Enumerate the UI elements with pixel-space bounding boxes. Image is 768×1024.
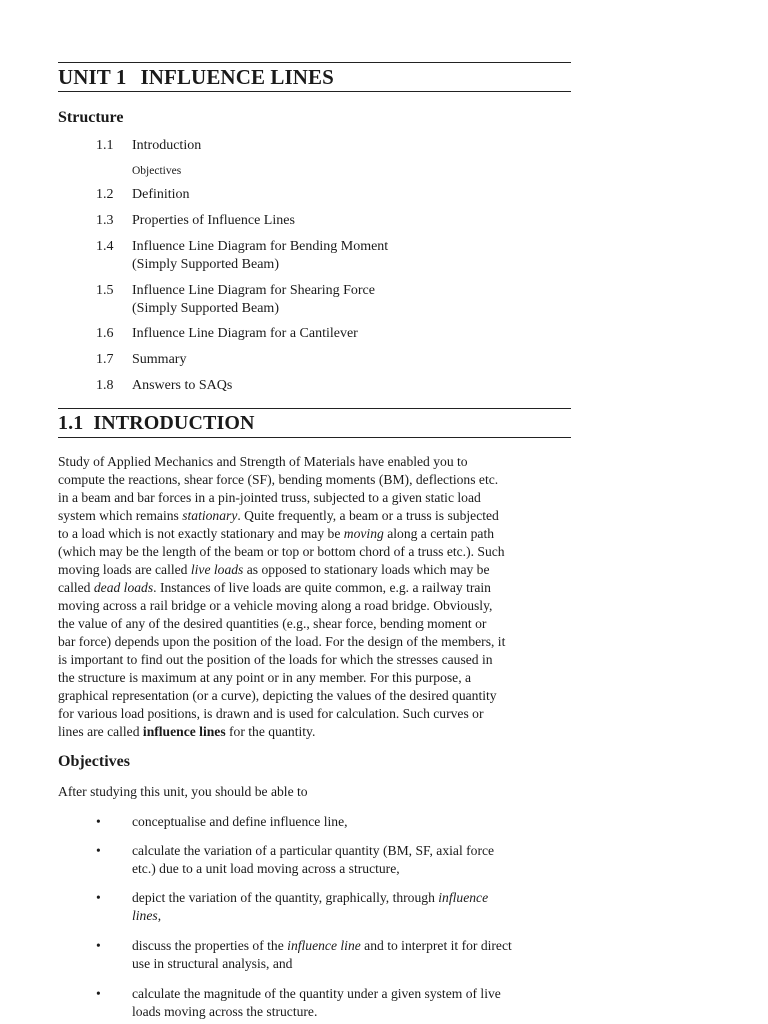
- intro-number: 1.1: [58, 412, 84, 434]
- paragraph-line: for various load positions, is drawn and is used for calculation. Such curves or: [58, 706, 484, 721]
- toc-item-number: 1.1: [96, 138, 114, 153]
- objectives-lead: [58, 783, 571, 801]
- intro-top-rule: [58, 408, 571, 409]
- intro-title: INTRODUCTION: [93, 412, 255, 434]
- paragraph-line: lines are called influence lines for the quantity.: [58, 724, 316, 739]
- intro-bottom-rule: [58, 437, 571, 438]
- structure-heading: Structure: [58, 109, 124, 126]
- toc-item-label: Influence Line Diagram for Bending Moment (Simply Supported Beam): [132, 239, 389, 272]
- toc-item-label: Influence Line Diagram for Shearing Force (Simply Supported Beam): [132, 283, 375, 316]
- toc-item-number: 1.5: [96, 283, 114, 298]
- paragraph-line: compute the reactions, shear force (SF), bending moments (BM), deflections etc.: [58, 472, 499, 487]
- toc-item-label: Summary: [132, 352, 187, 367]
- paragraph-line: moving loads are called live loads as opposed to stationary loads which may be: [58, 562, 490, 577]
- paragraph-line: bar force) depends upon the position of the load. For the design of the members, it: [58, 634, 506, 649]
- bullet-icon: •: [96, 938, 101, 953]
- paragraph-line: system which remains stationary. Quite frequently, a beam or a truss is subjected: [58, 508, 499, 523]
- bullet-icon: •: [96, 890, 101, 905]
- top-rule: [58, 62, 571, 63]
- toc-item-label: Objectives: [132, 165, 182, 177]
- paragraph-line: called dead loads. Instances of live loads are quite common, e.g. a railway train: [58, 580, 491, 595]
- toc-item-number: 1.4: [96, 239, 114, 254]
- objective-text: calculate the magnitude of the quantity under a given system of live loads moving across the structure.: [132, 986, 501, 1019]
- paragraph-line: is important to find out the position of the loads for which the stresses caused in: [58, 652, 493, 667]
- paragraph-line: (which may be the length of the beam or top or bottom chord of a truss etc.). Such: [58, 544, 505, 559]
- paragraph-line: to a load which is not exactly stationary and may be moving along a certain path: [58, 526, 495, 541]
- objectives-lead-text: After studying this unit, you should be able to: [58, 784, 308, 799]
- paragraph-line: Study of Applied Mechanics and Strength of Materials have enabled you to: [58, 454, 468, 469]
- toc-item-number: 1.8: [96, 378, 114, 393]
- bullet-icon: •: [96, 986, 101, 1001]
- toc-item-number: 1.2: [96, 187, 114, 202]
- toc-item-label: Properties of Influence Lines: [132, 213, 295, 228]
- unit-title-text: INFLUENCE LINES: [140, 65, 334, 89]
- toc-item-label: Answers to SAQs: [132, 378, 233, 393]
- paragraph-line: the structure is maximum at any point or in any member. For this purpose, a: [58, 670, 472, 685]
- paragraph-line: the value of any of the desired quantities (e.g., shear force, bending moment or: [58, 616, 487, 631]
- bullet-icon: •: [96, 814, 101, 829]
- paragraph-line: moving across a rail bridge or a vehicle moving along a road bridge. Obviously,: [58, 598, 493, 613]
- objective-text: conceptualise and define influence line,: [132, 814, 348, 829]
- intro-heading: [58, 412, 255, 435]
- toc-item-label: Introduction: [132, 138, 202, 153]
- unit-title-rule: [58, 91, 571, 92]
- objective-text: discuss the properties of the influence line and to interpret it for direct use in structural analysis, and: [132, 938, 512, 971]
- unit-number: UNIT 1: [58, 65, 127, 89]
- objective-text: depict the variation of the quantity, graphically, through influence lines,: [132, 890, 489, 923]
- toc-item-label: Influence Line Diagram for a Cantilever: [132, 326, 358, 341]
- toc-item-number: 1.6: [96, 326, 114, 341]
- intro-paragraph: [58, 453, 571, 741]
- unit-title: [58, 65, 334, 90]
- toc-item-number: 1.3: [96, 213, 114, 228]
- objective-text: calculate the variation of a particular quantity (BM, SF, axial force etc.) due to a unit load moving across a structure,: [132, 843, 495, 876]
- toc-item-label: Definition: [132, 187, 190, 202]
- paragraph-line: in a beam and bar forces in a pin-jointed truss, subjected to a given static load: [58, 490, 481, 505]
- paragraph-line: graphical representation (or a curve), depicting the values of the desired quantity: [58, 688, 497, 703]
- objectives-heading: Objectives: [58, 753, 130, 770]
- bullet-icon: •: [96, 843, 101, 858]
- toc-item-number: 1.7: [96, 352, 114, 367]
